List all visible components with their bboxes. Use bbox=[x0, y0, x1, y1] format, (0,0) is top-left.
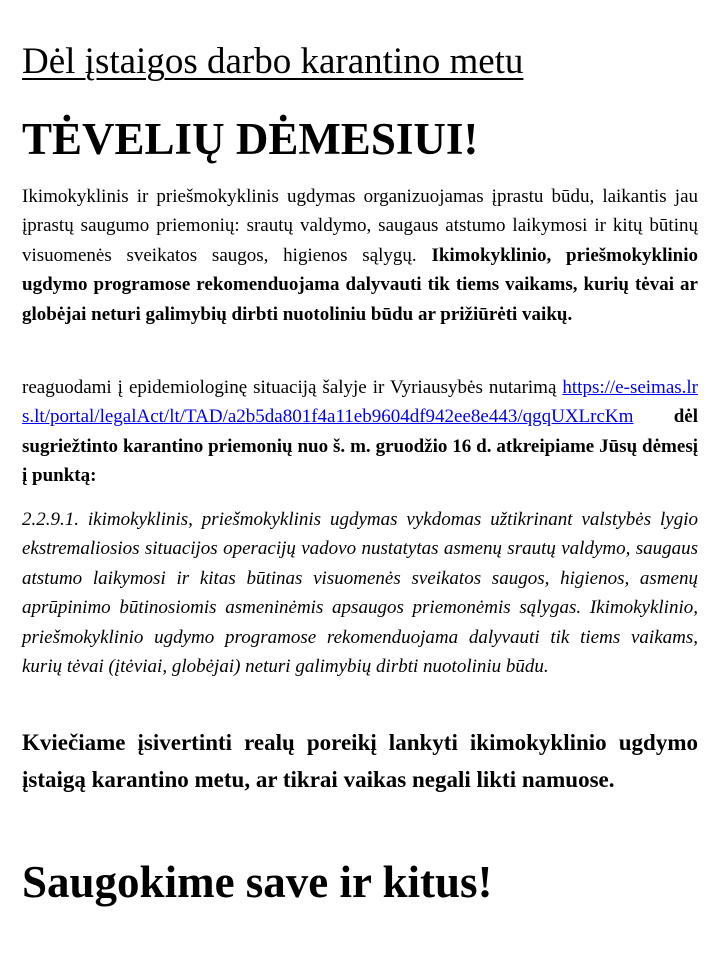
paragraph-resolution-emphasis: dėl sugriežtinto karantino priemonių nuo š. m. gruodžio 16 d. atkreipiame Jūsų dėmesį į punktą: bbox=[22, 406, 698, 487]
invitation-text: Kviečiame įsivertinti realų poreikį lankyti ikimokyklinio ugdymo įstaigą karantino metu, ar tikrai vaikas negali likti namuose. bbox=[22, 730, 698, 792]
quoted-clause: 2.2.9.1. ikimokyklinis, priešmokyklinis ugdymas vykdomas užtikrinant valstybės lygio ekstremaliosios situacijos operacijų vadovo nustatytas asmenų srautų valdymo, saugaus atstumo laikymosi ir kitas būtinas visuomenės sveikatos saugos, higienos, asmenų aprūpinimo būtinosiomis asmeninėmis apsaugos priemonėmis sąlygas. Ikimokyklinio, priešmokyklinio ugdymo programose rekomenduojama dalyvauti tik tiems vaikams, kurių tėvai (įtėviai, globėjai) neturi galimybių dirbti nuotoliniu būdu. bbox=[22, 509, 698, 678]
resolution-link[interactable]: https://e-seimas.lrs.lt/portal/legalAct/lt/TAD/a2b5da801f4a11eb9604df942ee8e443/qgqUXLrcKm bbox=[22, 377, 699, 428]
notice-headline: TĖVELIŲ DĖMESIUI! bbox=[22, 114, 479, 164]
paragraph-organization-recommendation: Ikimokyklinio, priešmokyklinio ugdymo programose rekomenduojama dalyvauti tik tiems vaikams, kurių tėvai ar globėjai neturi galimybių dirbti nuotoliniu būdu ar prižiūrėti vaikų. bbox=[22, 244, 699, 325]
closing-slogan: Saugokime save ir kitus! bbox=[22, 857, 493, 907]
notice-subject: Dėl įstaigos darbo karantino metu bbox=[22, 41, 524, 82]
paragraph-resolution bbox=[22, 373, 698, 491]
paragraph-resolution-text: reaguodami į epidemiologinę situaciją šalyje ir Vyriausybės nutarimą bbox=[22, 377, 557, 398]
paragraph-organization-text: Ikimokyklinis ir priešmokyklinis ugdymas organizuojamas įprastu būdu, laikantis jau įprastų saugumo priemonių: srautų valdymo, saugaus atstumo laikymosi ir kitų būtinų visuomenės sveikatos saugos, higienos sąlygų. bbox=[22, 186, 698, 266]
paragraph-organization bbox=[22, 182, 698, 329]
